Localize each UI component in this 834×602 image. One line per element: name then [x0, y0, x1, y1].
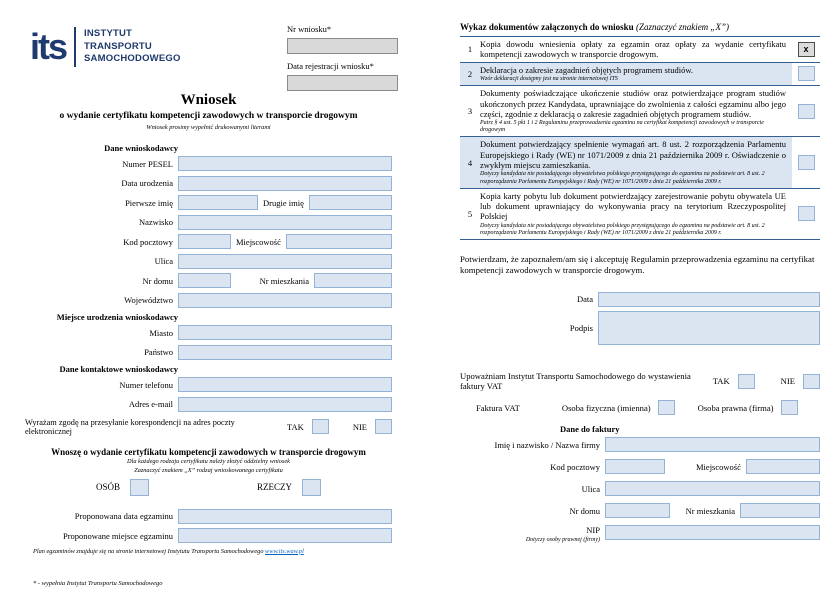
exam-date-row [25, 509, 392, 524]
invoice-street-label: Ulica [581, 483, 600, 494]
second-name-field[interactable] [309, 195, 392, 210]
doc-2-number: 2 [467, 68, 473, 79]
birth-city-field[interactable] [178, 325, 392, 340]
invoice-no-label: NIE [780, 376, 795, 387]
birth-country-field[interactable] [178, 345, 392, 360]
invoice-name-field[interactable] [605, 437, 820, 452]
invoice-company-checkbox[interactable] [781, 400, 798, 415]
doc-1-text: Kopia dowodu wniesienia opłaty za egzamin oraz opłaty za wydanie certyfikatu kompetencji zawodowych w transporcie drogowym. [480, 39, 786, 60]
names-row [25, 195, 392, 210]
invoice-nip-note: Dotyczy osoby prawnej (firmy) [525, 537, 600, 544]
pesel-row [25, 156, 392, 171]
persons-checkbox[interactable] [130, 479, 149, 496]
apt-no-label: Nr mieszkania [259, 275, 309, 286]
doc-5-text: Kopia karty pobytu lub dokument potwierdzający zarejestrowanie pobytu obywatela UE lub dokument uprawniający do wykonywania pracy na terytorium Rzeczypospolitej Polskiej [480, 190, 786, 222]
certificate-request-block [25, 447, 392, 555]
document-row-3 [460, 86, 820, 137]
doc-1-checkmark: x [803, 44, 809, 55]
doc-3-note: Patrz § 4 ust. 5 pkt 1 i 2 Regulaminu przeprowadzenia egzaminu na certyfikat kompetencji zawodowych w transporcie drogowym [480, 120, 764, 134]
invoice-authorization-row [460, 371, 820, 391]
birth-date-label: Data urodzenia [121, 178, 173, 188]
its-logo-org-name: INSTYTUT TRANSPORTU SAMOCHODOWEGO [84, 28, 181, 65]
form-subtitle: o wydanie certyfikatu kompetencji zawodowych w transporcie drogowym [59, 111, 358, 121]
invoice-city-field[interactable] [746, 459, 820, 474]
street-row [25, 254, 392, 269]
street-field[interactable] [178, 254, 392, 269]
surname-field[interactable] [178, 215, 392, 230]
first-name-field[interactable] [178, 195, 258, 210]
signature-block [460, 292, 820, 346]
invoice-postal-code-field[interactable] [605, 459, 665, 474]
document-row-1 [460, 37, 820, 63]
applicant-data-form [25, 140, 392, 555]
doc-4-text: Dokument potwierdzający spełnienie wymagań art. 8 ust. 2 rozporządzenia Parlamentu Europejskiego i Rady (WE) nr 1071/2009 z dnia 21 października 2009 r. Oświadczenie o zwykłym miejscu zamieszkania. [480, 139, 786, 171]
request-heading: Wnoszę o wydanie certyfikatu kompetencji zawodowych w transporcie drogowym [51, 446, 366, 457]
doc-2-note: Wzór deklaracji dostępny jest na stronie internetowej ITS [480, 76, 618, 83]
its-website-link[interactable]: www.its.waw.pl [265, 547, 304, 555]
doc-4-number: 4 [467, 157, 473, 168]
fill-instruction: Wniosek prosimy wypełnić drukowanymi literami [146, 124, 271, 131]
house-no-field[interactable] [178, 273, 231, 288]
exam-date-label: Proponowana data egzaminu [74, 511, 173, 521]
invoice-nip-label: NIP [586, 525, 600, 536]
date-row [460, 292, 820, 307]
form-title-block [0, 92, 417, 131]
goods-label: RZECZY [257, 482, 292, 492]
birth-country-label: Państwo [144, 347, 173, 357]
consent-yes-label: TAK [287, 421, 304, 432]
email-field[interactable] [178, 397, 392, 412]
surname-label: Nazwisko [139, 217, 173, 227]
document-row-2 [460, 63, 820, 86]
doc-4-checkbox[interactable] [798, 155, 815, 170]
invoice-nip-row [460, 525, 820, 543]
doc-1-checkbox[interactable] [798, 42, 815, 57]
street-label: Ulica [154, 256, 173, 266]
birth-date-field[interactable] [178, 176, 392, 191]
second-name-label: Drugie imię [263, 197, 304, 208]
invoice-name-label: Imię i nazwisko / Nazwa firmy [494, 439, 600, 450]
form-title: Wniosek [180, 92, 237, 108]
doc-4-note: Dotyczy kandydata nie posiadającego obywatelstwa polskiego przystępującego do egzaminu na podstawie art. 8 ust. 2 rozporządzenia Parlamentu Europejskiego i Rady (WE) nr 1071/2009 z dnia 21 października 2009 r. [480, 171, 765, 185]
doc-5-number: 5 [467, 208, 473, 219]
voivodeship-field[interactable] [178, 293, 392, 308]
invoice-house-apt-row [460, 503, 820, 518]
documents-list-heading-note: (Zaznaczyć znakiem „X”) [635, 22, 729, 32]
house-no-label: Nr domu [142, 275, 173, 286]
doc-1-number: 1 [467, 44, 473, 55]
persons-label: OSÓB [95, 482, 120, 492]
request-note-1: Dla każdego rodzaju certyfikatu należy złożyć oddzielny wniosek [127, 458, 290, 465]
apt-no-field[interactable] [314, 273, 392, 288]
invoice-data-form [460, 437, 820, 543]
invoice-type-row [460, 400, 820, 415]
postal-code-field[interactable] [178, 234, 231, 249]
invoice-apt-no-field[interactable] [740, 503, 820, 518]
email-row [25, 397, 392, 412]
invoice-house-no-label: Nr domu [569, 505, 600, 516]
doc-3-checkbox[interactable] [798, 104, 815, 119]
office-use-footnote: * - wypełnia Instytut Transportu Samochodowego [33, 580, 163, 587]
exam-place-field[interactable] [178, 528, 392, 543]
its-logo-abbr: its [30, 25, 67, 67]
invoice-postal-code-label: Kod pocztowy [550, 461, 600, 472]
city-field[interactable] [286, 234, 392, 249]
document-row-5 [460, 189, 820, 240]
its-logo [30, 27, 181, 67]
exam-plan-note: Plan egzaminów znajduje się na stronie internetowej Instytutu Transportu Samochodowego www.its.waw.pl [33, 547, 304, 555]
doc-3-number: 3 [467, 106, 473, 117]
applicant-section-heading: Dane wnioskodawcy [104, 143, 178, 153]
exam-place-label: Proponowane miejsce egzaminu [63, 530, 173, 541]
invoice-nip-field[interactable] [605, 525, 820, 540]
documents-list-heading: Wykaz dokumentów załączonych do wniosku (Zaznaczyć znakiem „X”) [460, 22, 729, 32]
invoice-data-heading: Dane do faktury [560, 424, 620, 435]
invoice-street-row [460, 481, 820, 496]
phone-field[interactable] [178, 377, 392, 392]
doc-2-text: Deklaracja o zakresie zagadnień objętych programem studiów. [480, 64, 694, 75]
signature-label: Podpis [569, 323, 593, 334]
email-consent-row [25, 418, 392, 436]
pesel-field[interactable] [178, 156, 392, 171]
email-consent-text: Wyrażam zgodę na przesyłanie korespondencji na adres poczty elektronicznej [25, 417, 235, 436]
exam-date-field[interactable] [178, 509, 392, 524]
document-row-4 [460, 137, 820, 188]
attachments-main [460, 22, 820, 543]
invoice-apt-no-label: Nr mieszkania [685, 505, 735, 516]
phone-label: Numer telefonu [119, 379, 173, 390]
date-label: Data [576, 294, 593, 305]
invoice-vat-label: Faktura VAT [476, 402, 520, 413]
surname-row [25, 215, 392, 230]
invoice-house-no-field[interactable] [605, 503, 670, 518]
house-apt-row [25, 273, 392, 288]
invoice-street-field[interactable] [605, 481, 820, 496]
consent-yes-checkbox[interactable] [312, 419, 329, 434]
signature-field[interactable] [598, 311, 820, 345]
doc-3-text: Dokumenty poświadczające ukończenie studiów oraz potwierdzające program studiów ukończonych przez Kandydata, uprawniające do zwolnienia z całości egzaminu albo jego części, zgodnie z deklaracją o zakresie zagadnień objętych programem studiów. [480, 88, 786, 119]
invoice-postal-city-row [460, 459, 820, 474]
birth-country-row [25, 345, 392, 360]
invoice-authorization-text: Upoważniam Instytut Transportu Samochodowego do wystawienia faktury VAT [460, 371, 691, 392]
doc-2-checkbox[interactable] [798, 66, 815, 81]
signature-row [460, 311, 820, 345]
invoice-yes-label: TAK [712, 376, 730, 387]
documents-table [460, 36, 820, 240]
birth-city-row [25, 325, 392, 340]
registration-date-label: Data rejestracji wniosku* [287, 61, 374, 71]
phone-row [25, 377, 392, 392]
certificate-type-row [25, 479, 392, 496]
office-use-fields [287, 24, 398, 98]
invoice-no-checkbox[interactable] [803, 374, 820, 389]
invoice-city-label: Miejscowość [696, 461, 741, 472]
postal-code-label: Kod pocztowy [123, 236, 173, 247]
postal-city-row [25, 234, 392, 249]
application-number-field[interactable] [287, 38, 398, 54]
logo-separator [74, 27, 76, 67]
birth-date-row [25, 176, 392, 191]
voivodeship-row [25, 293, 392, 308]
voivodeship-label: Województwo [124, 295, 173, 305]
attachments-page [417, 0, 834, 602]
consent-no-label: NIE [352, 421, 367, 432]
pesel-label: Numer PESEL [122, 158, 173, 169]
registration-date-field[interactable] [287, 75, 398, 91]
invoice-company-label: Osoba prawna (firma) [697, 402, 774, 413]
invoice-yes-checkbox[interactable] [738, 374, 755, 389]
application-number-label: Nr wniosku* [287, 24, 332, 34]
date-field[interactable] [598, 292, 820, 307]
birthplace-section-heading: Miejsce urodzenia wnioskodawcy [56, 312, 178, 322]
request-note-2: Zaznaczyć znakiem „X” rodzaj wnioskowanego certyfikatu [134, 466, 283, 474]
first-name-label: Pierwsze imię [125, 197, 173, 208]
invoice-person-checkbox[interactable] [658, 400, 675, 415]
invoice-person-label: Osoba fizyczna (imienna) [561, 402, 651, 413]
contact-section-heading: Dane kontaktowe wnioskodawcy [59, 364, 178, 374]
goods-checkbox[interactable] [302, 479, 321, 496]
city-label: Miejscowość [236, 236, 281, 247]
doc-5-note: Dotyczy kandydata nie posiadającego obywatelstwa polskiego przystępującego do egzaminu na podstawie art. 8 ust. 2 rozporządzenia Parlamentu Europejskiego i Rady (WE) nr 1071/2009 z dnia 21 października 2009 r. [480, 222, 765, 236]
regulation-confirmation-text: Potwierdzam, że zapoznałem/am się i akceptuję Regulamin przeprowadzenia egzaminu na certyfikat kompetencji zawodowych w transporcie drogowym. [460, 253, 815, 276]
birth-city-label: Miasto [149, 327, 173, 338]
exam-place-row [25, 528, 392, 543]
consent-no-checkbox[interactable] [375, 419, 392, 434]
invoice-name-row [460, 437, 820, 452]
email-label: Adres e-mail [128, 399, 173, 409]
doc-5-checkbox[interactable] [798, 206, 815, 221]
